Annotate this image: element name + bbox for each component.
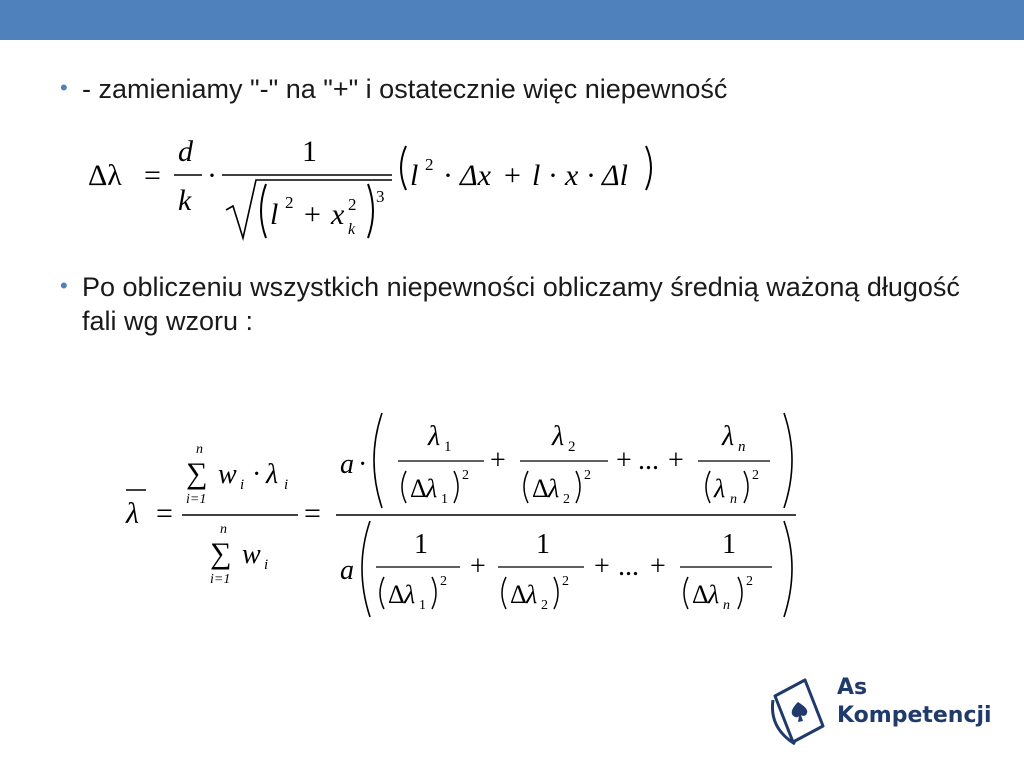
num-lambda-n: λ — [722, 421, 735, 452]
formula2-w2: w — [242, 539, 261, 570]
num-a: a — [340, 449, 354, 480]
den-sub-2: 2 — [541, 598, 548, 613]
num-sub-2: 2 — [568, 439, 576, 455]
formula1-eq: = — [144, 159, 161, 192]
formula2-eq: = — [156, 497, 173, 530]
formula1-one: 1 — [302, 135, 317, 168]
den-one-n: 1 — [722, 529, 736, 560]
formula1-dot4: · — [586, 159, 596, 192]
bullet-dot: • — [60, 273, 68, 298]
den-ellipsis: ... — [618, 551, 639, 582]
formula1-dot2: · — [443, 159, 453, 192]
den-sub-n: n — [723, 598, 730, 613]
num-exp-2: 2 — [462, 468, 469, 483]
num-sub-n: n — [738, 439, 746, 455]
num-plus-1: + — [490, 445, 506, 476]
num-lambda-1b: λ — [426, 474, 438, 503]
formula1-sub-k: k — [348, 221, 356, 238]
sum-bottom2: i=1 — [210, 572, 231, 587]
den-sub-1: 1 — [419, 598, 426, 613]
paren-left — [374, 413, 382, 508]
den-lambda-2: λ — [526, 580, 538, 609]
sum-symbol: ∑ — [186, 457, 208, 490]
bullet-item-2 — [60, 270, 980, 338]
paren-right — [646, 146, 651, 190]
bullet-text-2: Po obliczeniu wszystkich niepewności obliczamy średnią ważoną długość fali wg wzoru : — [82, 272, 960, 336]
logo-text-line2: Kompetencji — [837, 703, 992, 728]
formula1-l: l — [270, 198, 279, 231]
formula2-w: w — [218, 459, 237, 490]
formula1-x2: x — [565, 159, 579, 192]
num-lambda-nb: λ — [714, 474, 726, 503]
formula1-exp-2c: 2 — [425, 155, 434, 174]
sum-symbol2: ∑ — [210, 537, 232, 570]
bullet-text-1: - zamieniamy "-" na "+" i ostatecznie więc niepewność — [82, 74, 728, 104]
num-sub-1: 1 — [444, 439, 452, 455]
num-delta-1: Δ — [410, 474, 427, 503]
formula1-plus2: + — [504, 159, 521, 192]
formula1-exp-3: 3 — [376, 187, 385, 206]
formula1-delta-l: Δl — [602, 159, 628, 192]
formula1-dot3: · — [548, 159, 558, 192]
den-plus-3: + — [650, 551, 666, 582]
formula1-x: x — [331, 198, 345, 231]
paren-left — [524, 471, 528, 503]
num-ellipsis: ... — [638, 445, 659, 476]
den-delta-n: Δ — [692, 580, 709, 609]
paren-left — [706, 471, 710, 503]
num-lambda-2: λ — [552, 421, 565, 452]
num-sub-nb: n — [730, 492, 737, 507]
num-exp-2b: 2 — [584, 468, 591, 483]
paren-left — [261, 184, 266, 238]
bullet-dot: • — [60, 75, 68, 100]
sum-top-n: n — [196, 442, 203, 457]
formula1-delta-x: Δx — [460, 159, 491, 192]
formula1-plus: + — [304, 198, 321, 231]
paren-right — [368, 184, 373, 238]
num-sub-1b: 1 — [441, 492, 448, 507]
formula1-k: k — [178, 184, 192, 217]
num-plus-2: + — [616, 445, 632, 476]
bullet-item-1 — [60, 72, 727, 106]
formula1-exp-2: 2 — [285, 193, 294, 212]
formula1-lhs: Δλ — [88, 159, 122, 192]
paren-left — [402, 471, 406, 503]
formula1-l3: l — [532, 159, 541, 192]
paren-left — [684, 577, 688, 609]
num-exp-2c: 2 — [752, 468, 759, 483]
formula1-d: d — [178, 135, 193, 168]
paren-left — [362, 521, 370, 617]
num-sub-2b: 2 — [563, 492, 570, 507]
den-delta-2: Δ — [510, 580, 527, 609]
title-bar — [0, 0, 1024, 40]
den-one-1: 1 — [414, 529, 428, 560]
num-plus-3: + — [668, 445, 684, 476]
formula1-l2: l — [410, 159, 419, 192]
logo-text-line1: As — [837, 675, 868, 700]
formula2-lambda-i: λ — [266, 459, 279, 490]
paren-left — [401, 146, 406, 190]
paren-right — [432, 577, 436, 609]
den-plus-2: + — [594, 551, 610, 582]
formula2-dot: · — [252, 459, 262, 490]
den-lambda-n: λ — [708, 580, 720, 609]
den-exp-2: 2 — [440, 574, 447, 589]
paren-right — [738, 577, 742, 609]
paren-left — [380, 577, 384, 609]
formula2-sub-i2: i — [284, 477, 289, 493]
paren-right — [454, 471, 458, 503]
formula2-eq2: = — [304, 497, 321, 530]
paren-right — [576, 471, 580, 503]
num-lambda-1: λ — [428, 421, 441, 452]
formula1-exp-2b: 2 — [348, 195, 357, 214]
paren-right — [554, 577, 558, 609]
sum-top-n2: n — [220, 522, 227, 537]
den-a: a — [340, 555, 354, 586]
den-lambda-1: λ — [404, 580, 416, 609]
formula2-sub-i: i — [240, 477, 245, 493]
formula-weighted-mean — [120, 405, 810, 630]
den-plus-1: + — [470, 551, 486, 582]
paren-right — [784, 413, 792, 508]
formula-uncertainty — [80, 128, 680, 253]
formula1-dot: · — [207, 159, 217, 192]
den-delta-1: Δ — [388, 580, 405, 609]
paren-right — [744, 471, 748, 503]
den-exp-2b: 2 — [562, 574, 569, 589]
num-lambda-2b: λ — [548, 474, 560, 503]
paren-left — [502, 577, 506, 609]
sum-bottom: i=1 — [186, 492, 207, 507]
num-dot: · — [358, 449, 368, 480]
formula2-lambda: λ — [126, 497, 139, 530]
den-exp-2c: 2 — [746, 574, 753, 589]
formula2-sub-i3: i — [264, 557, 269, 573]
as-kompetencji-logo — [765, 670, 995, 750]
den-one-2: 1 — [536, 529, 550, 560]
paren-right — [784, 521, 792, 617]
num-delta-2: Δ — [532, 474, 549, 503]
logo-card-icon — [765, 670, 831, 750]
